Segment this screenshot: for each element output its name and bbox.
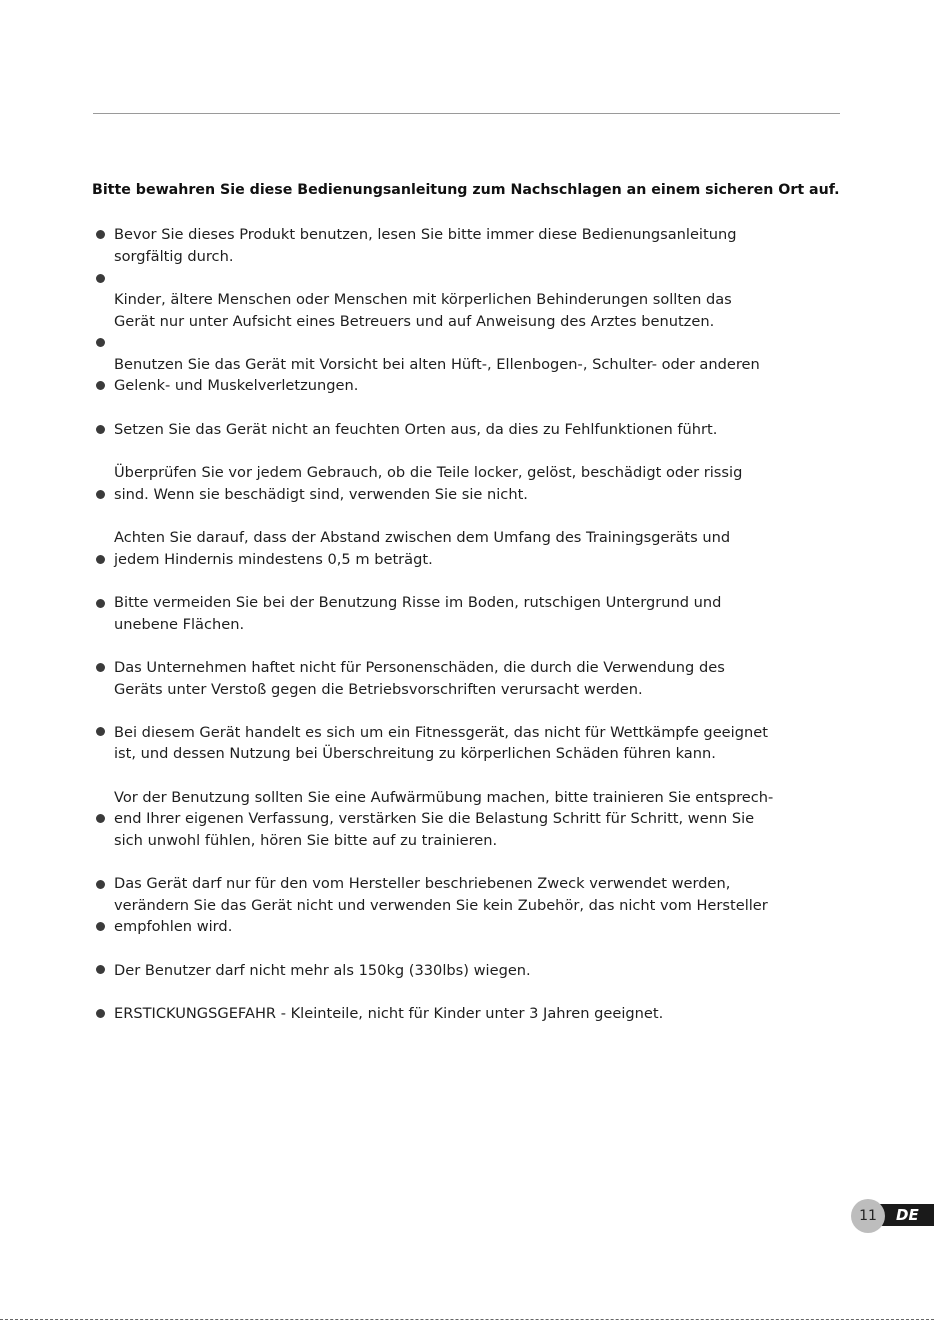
bullet-icon (96, 1009, 105, 1018)
instruction-line: ERSTICKUNGSGEFAHR - Kleinteile, nicht für Kinder unter 3 Jahren geeignet. (114, 1005, 664, 1022)
instruction-line: Bevor Sie dieses Produkt benutzen, lesen Sie bitte immer diese Bedienungsanleitung (114, 226, 737, 243)
header-rule (93, 113, 840, 114)
instruction-line: Geräts unter Verstoß gegen die Betriebsvorschriften verursacht werden. (114, 681, 643, 698)
instruction-line: Vor der Benutzung sollten Sie eine Aufwärmübung machen, bitte trainieren Sie entsprech- (114, 789, 774, 806)
bullet-icon (96, 922, 105, 931)
page-heading: Bitte bewahren Sie diese Bedienungsanleitung zum Nachschlagen an einem sicheren Ort auf. (92, 182, 840, 198)
instruction-line: Gelenk- und Muskelverletzungen. (114, 377, 359, 394)
instruction-line: verändern Sie das Gerät nicht und verwenden Sie kein Zubehör, das nicht vom Hersteller (114, 897, 768, 914)
instruction-line: sind. Wenn sie beschädigt sind, verwenden Sie sie nicht. (114, 486, 528, 503)
bullet-icon (96, 663, 105, 672)
instruction-line: sich unwohl fühlen, hören Sie bitte auf zu trainieren. (114, 832, 498, 849)
bullet-icon (96, 338, 105, 347)
bullet-icon (96, 490, 105, 499)
instruction-line: sorgfältig durch. (114, 248, 234, 265)
instruction-line: Benutzen Sie das Gerät mit Vorsicht bei alten Hüft-, Ellenbogen-, Schulter- oder anderen (114, 356, 760, 373)
instruction-line: Achten Sie darauf, dass der Abstand zwischen dem Umfang des Trainingsgeräts und (114, 529, 731, 546)
bullet-icon (96, 599, 105, 608)
instruction-line: Gerät nur unter Aufsicht eines Betreuers und auf Anweisung des Arztes benutzen. (114, 313, 715, 330)
instruction-line: jedem Hindernis mindestens 0,5 m beträgt. (114, 551, 433, 568)
bullet-icon (96, 727, 105, 736)
instruction-line: empfohlen wird. (114, 918, 233, 935)
bullet-icon (96, 555, 105, 564)
page-bottom-border (0, 1319, 934, 1320)
page-badge (851, 1199, 934, 1233)
instruction-line: end Ihrer eigenen Verfassung, verstärken Sie die Belastung Schritt für Schritt, wenn Sie (114, 810, 755, 827)
bullet-icon (96, 381, 105, 390)
bullet-icon (96, 814, 105, 823)
instruction-line: Das Unternehmen haftet nicht für Personenschäden, die durch die Verwendung des (114, 659, 725, 676)
bullet-icon (96, 965, 105, 974)
instruction-line: Der Benutzer darf nicht mehr als 150kg (330lbs) wiegen. (114, 962, 531, 979)
instruction-line: Überprüfen Sie vor jedem Gebrauch, ob die Teile locker, gelöst, beschädigt oder rissig (114, 464, 743, 481)
instruction-line: ist, und dessen Nutzung bei Überschreitung zu körperlichen Schäden führen kann. (114, 745, 716, 762)
language-label: DE (896, 1206, 919, 1224)
instruction-line: Bitte vermeiden Sie bei der Benutzung Risse im Boden, rutschigen Untergrund und (114, 594, 722, 611)
instruction-line: Bei diesem Gerät handelt es sich um ein Fitnessgerät, das nicht für Wettkämpfe geeignet (114, 724, 768, 741)
instruction-line: unebene Flächen. (114, 616, 245, 633)
bullet-icon (96, 230, 105, 239)
page-number: 11 (851, 1199, 885, 1233)
bullet-icon (96, 274, 105, 283)
bullet-icon (96, 425, 105, 434)
instruction-line: Setzen Sie das Gerät nicht an feuchten Orten aus, da dies zu Fehlfunktionen führt. (114, 421, 718, 438)
bullet-icon (96, 880, 105, 889)
instruction-line: Das Gerät darf nur für den vom Hersteller beschriebenen Zweck verwendet werden, (114, 875, 731, 892)
instruction-line: Kinder, ältere Menschen oder Menschen mit körperlichen Behinderungen sollten das (114, 291, 732, 308)
